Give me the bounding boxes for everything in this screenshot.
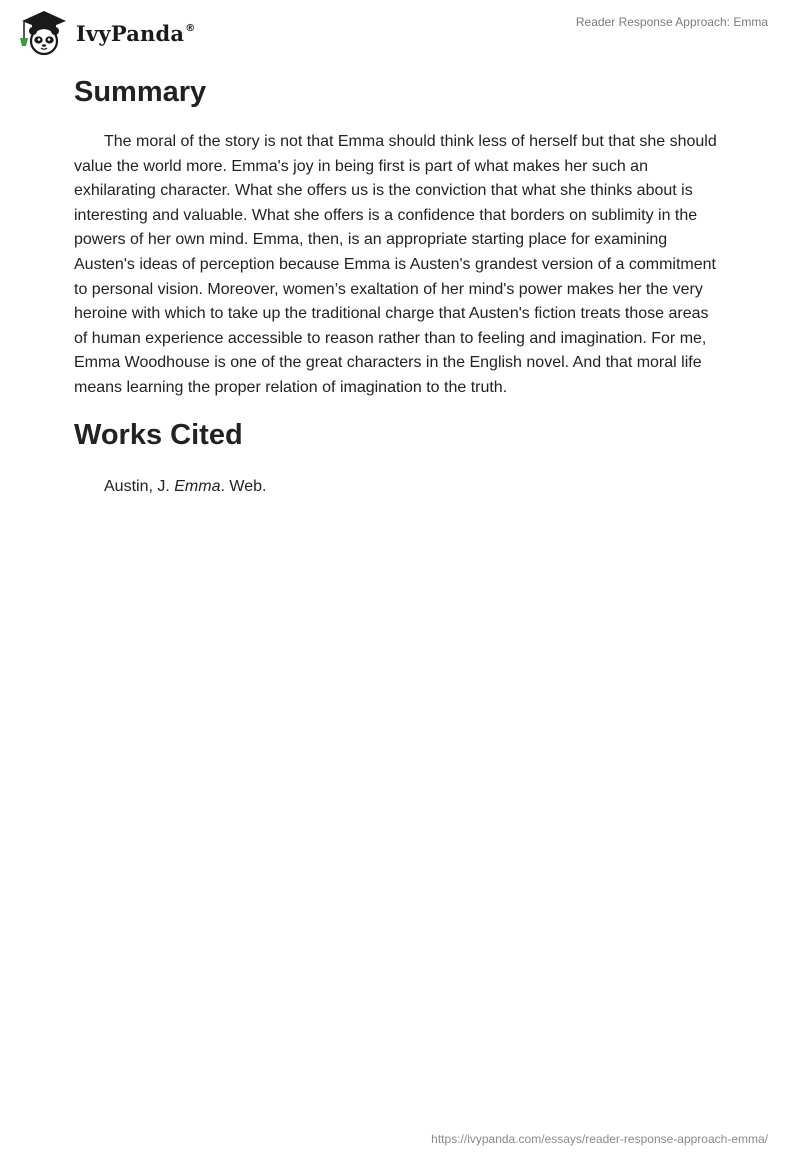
- brand-logo[interactable]: [14, 8, 195, 56]
- citation-author: Austin, J.: [104, 477, 175, 495]
- footer-url-link[interactable]: https://ivypanda.com/essays/reader-response-approach-emma/: [431, 1132, 768, 1146]
- citation-title: Emma: [174, 477, 221, 495]
- document-title: Reader Response Approach: Emma: [575, 15, 768, 29]
- document-body: [74, 70, 724, 499]
- citation-entry: [104, 475, 724, 499]
- citation-rest: . Web.: [220, 477, 267, 495]
- brand-name: IvyPanda®: [76, 20, 196, 46]
- panda-graduate-icon: [14, 8, 74, 56]
- page-header: [0, 0, 800, 60]
- summary-heading: Summary: [74, 76, 207, 108]
- summary-paragraph: The moral of the story is not that Emma should think less of herself but that she should value the world more. Emma's joy in being first is part of what makes her such an exhilarating character. What she offers us is the conviction that what she thinks about is interesting and valuable. What she offers is a confidence that borders on sublimity in the powers of her own mind. Emma, then, is an appropriate starting place for examining Austen's ideas of perception because Emma is Austen's grandest version of a commitment to personal vision. Moreover, women’s exaltation of her mind's power makes her the very heroine with which to take up the traditional charge that Austen's fiction treats those areas of human experience accessible to reason rather than to feeling and imagination. For me, Emma Woodhouse is one of the great characters in the English novel. And that moral life means learning the proper relation of imagination to the truth.: [74, 133, 717, 396]
- works-cited-heading: Works Cited: [74, 418, 243, 451]
- registered-mark: ®: [185, 22, 196, 34]
